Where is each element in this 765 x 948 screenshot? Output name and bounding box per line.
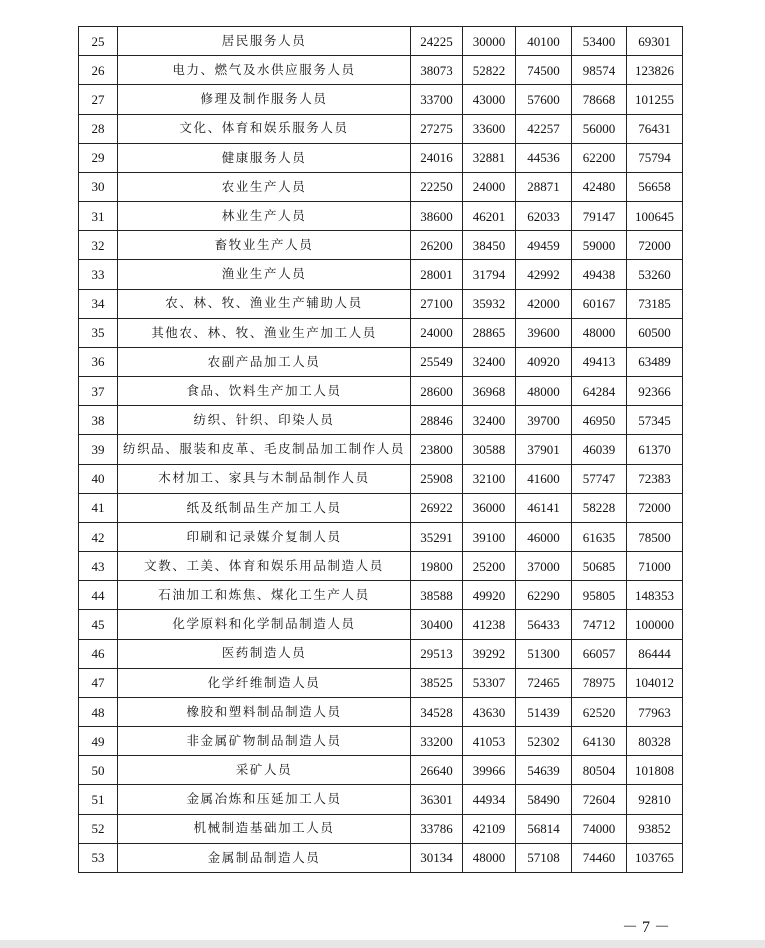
value-cell-1: 36301 [411,785,463,814]
occupation-name: 采矿人员 [118,756,411,785]
value-cell-4: 74712 [572,610,627,639]
row-number: 27 [79,85,118,114]
value-cell-2: 33600 [463,114,516,143]
row-number: 35 [79,318,118,347]
value-cell-3: 52302 [516,727,572,756]
value-cell-2: 25200 [463,552,516,581]
value-cell-2: 39100 [463,522,516,551]
value-cell-1: 30134 [411,843,463,872]
value-cell-3: 46141 [516,493,572,522]
value-cell-3: 51300 [516,639,572,668]
value-cell-2: 32100 [463,464,516,493]
table-row [79,464,683,493]
row-number: 26 [79,56,118,85]
table-row [79,668,683,697]
value-cell-4: 42480 [572,172,627,201]
occupation-name: 农、林、牧、渔业生产辅助人员 [118,289,411,318]
table-row [79,347,683,376]
value-cell-1: 28600 [411,377,463,406]
value-cell-2: 32881 [463,143,516,172]
viewer-bottom-edge [0,940,765,948]
table-row [79,56,683,85]
value-cell-1: 24000 [411,318,463,347]
value-cell-4: 49413 [572,347,627,376]
value-cell-2: 28865 [463,318,516,347]
table-row [79,377,683,406]
occupation-name: 印刷和记录媒介复制人员 [118,522,411,551]
value-cell-5: 53260 [627,260,683,289]
value-cell-4: 98574 [572,56,627,85]
value-cell-2: 43000 [463,85,516,114]
table-row [79,202,683,231]
occupation-name: 金属冶炼和压延加工人员 [118,785,411,814]
page-number: －7－ [622,919,675,936]
value-cell-4: 64130 [572,727,627,756]
table-body [79,27,683,873]
value-cell-3: 56814 [516,814,572,843]
value-cell-2: 41238 [463,610,516,639]
value-cell-1: 26640 [411,756,463,785]
table-row [79,639,683,668]
value-cell-4: 74460 [572,843,627,872]
value-cell-5: 77963 [627,697,683,726]
occupation-name: 居民服务人员 [118,27,411,56]
table-row [79,727,683,756]
table-row [79,85,683,114]
value-cell-1: 24225 [411,27,463,56]
row-number: 36 [79,347,118,376]
value-cell-1: 23800 [411,435,463,464]
row-number: 43 [79,552,118,581]
value-cell-3: 44536 [516,143,572,172]
value-cell-4: 46950 [572,406,627,435]
table-row [79,756,683,785]
value-cell-5: 86444 [627,639,683,668]
row-number: 39 [79,435,118,464]
occupation-name: 食品、饮料生产加工人员 [118,377,411,406]
value-cell-4: 53400 [572,27,627,56]
occupation-name: 农业生产人员 [118,172,411,201]
value-cell-3: 40920 [516,347,572,376]
value-cell-5: 63489 [627,347,683,376]
table-row [79,289,683,318]
value-cell-1: 26200 [411,231,463,260]
value-cell-5: 56658 [627,172,683,201]
occupation-name: 化学纤维制造人员 [118,668,411,697]
value-cell-4: 66057 [572,639,627,668]
table-row [79,493,683,522]
table-row [79,260,683,289]
value-cell-4: 58228 [572,493,627,522]
value-cell-1: 38073 [411,56,463,85]
table-row [79,522,683,551]
row-number: 25 [79,27,118,56]
row-number: 42 [79,522,118,551]
value-cell-3: 37000 [516,552,572,581]
value-cell-5: 72383 [627,464,683,493]
value-cell-4: 48000 [572,318,627,347]
row-number: 50 [79,756,118,785]
value-cell-5: 72000 [627,231,683,260]
value-cell-3: 39600 [516,318,572,347]
value-cell-4: 57747 [572,464,627,493]
value-cell-2: 24000 [463,172,516,201]
value-cell-1: 29513 [411,639,463,668]
value-cell-3: 42257 [516,114,572,143]
value-cell-3: 48000 [516,377,572,406]
occupation-name: 纺织品、服装和皮革、毛皮制品加工制作人员 [118,435,411,464]
value-cell-4: 46039 [572,435,627,464]
occupation-name: 医药制造人员 [118,639,411,668]
value-cell-2: 35932 [463,289,516,318]
value-cell-1: 24016 [411,143,463,172]
value-cell-5: 93852 [627,814,683,843]
value-cell-1: 30400 [411,610,463,639]
occupation-name: 纸及纸制品生产加工人员 [118,493,411,522]
occupation-name: 木材加工、家具与木制品制作人员 [118,464,411,493]
occupation-name: 电力、燃气及水供应服务人员 [118,56,411,85]
value-cell-2: 39966 [463,756,516,785]
value-cell-4: 78975 [572,668,627,697]
wage-table [78,26,683,873]
value-cell-1: 28001 [411,260,463,289]
value-cell-5: 78500 [627,522,683,551]
value-cell-3: 57600 [516,85,572,114]
value-cell-2: 46201 [463,202,516,231]
table-row [79,552,683,581]
occupation-name: 畜牧业生产人员 [118,231,411,260]
row-number: 48 [79,697,118,726]
row-number: 49 [79,727,118,756]
occupation-name: 橡胶和塑料制品制造人员 [118,697,411,726]
value-cell-3: 49459 [516,231,572,260]
row-number: 52 [79,814,118,843]
value-cell-2: 49920 [463,581,516,610]
value-cell-3: 51439 [516,697,572,726]
row-number: 40 [79,464,118,493]
value-cell-5: 101255 [627,85,683,114]
occupation-name: 纺织、针织、印染人员 [118,406,411,435]
value-cell-2: 39292 [463,639,516,668]
value-cell-2: 42109 [463,814,516,843]
row-number: 28 [79,114,118,143]
value-cell-4: 49438 [572,260,627,289]
value-cell-2: 31794 [463,260,516,289]
occupation-name: 农副产品加工人员 [118,347,411,376]
value-cell-2: 48000 [463,843,516,872]
value-cell-3: 28871 [516,172,572,201]
table-row [79,581,683,610]
value-cell-2: 36968 [463,377,516,406]
value-cell-3: 56433 [516,610,572,639]
value-cell-1: 34528 [411,697,463,726]
value-cell-5: 72000 [627,493,683,522]
value-cell-2: 43630 [463,697,516,726]
value-cell-3: 37901 [516,435,572,464]
value-cell-4: 78668 [572,85,627,114]
value-cell-4: 95805 [572,581,627,610]
value-cell-3: 62033 [516,202,572,231]
value-cell-1: 33700 [411,85,463,114]
occupation-name: 其他农、林、牧、渔业生产加工人员 [118,318,411,347]
value-cell-4: 64284 [572,377,627,406]
value-cell-1: 25908 [411,464,463,493]
value-cell-2: 32400 [463,347,516,376]
value-cell-2: 38450 [463,231,516,260]
value-cell-4: 60167 [572,289,627,318]
occupation-name: 非金属矿物制品制造人员 [118,727,411,756]
occupation-name: 文教、工美、体育和娱乐用品制造人员 [118,552,411,581]
value-cell-5: 71000 [627,552,683,581]
row-number: 31 [79,202,118,231]
table-row [79,843,683,872]
value-cell-5: 92810 [627,785,683,814]
value-cell-4: 62200 [572,143,627,172]
value-cell-5: 100645 [627,202,683,231]
occupation-name: 文化、体育和娱乐服务人员 [118,114,411,143]
table-row [79,785,683,814]
value-cell-4: 59000 [572,231,627,260]
value-cell-4: 50685 [572,552,627,581]
value-cell-2: 36000 [463,493,516,522]
occupation-name: 机械制造基础加工人员 [118,814,411,843]
value-cell-1: 38600 [411,202,463,231]
value-cell-3: 41600 [516,464,572,493]
occupation-name: 石油加工和炼焦、煤化工生产人员 [118,581,411,610]
value-cell-2: 30588 [463,435,516,464]
row-number: 46 [79,639,118,668]
table-row [79,143,683,172]
table-row [79,406,683,435]
table-row [79,231,683,260]
value-cell-1: 38588 [411,581,463,610]
table-row [79,814,683,843]
value-cell-1: 33200 [411,727,463,756]
value-cell-5: 92366 [627,377,683,406]
occupation-name: 金属制品制造人员 [118,843,411,872]
value-cell-1: 28846 [411,406,463,435]
value-cell-5: 73185 [627,289,683,318]
value-cell-4: 72604 [572,785,627,814]
row-number: 37 [79,377,118,406]
value-cell-4: 79147 [572,202,627,231]
row-number: 33 [79,260,118,289]
value-cell-2: 52822 [463,56,516,85]
value-cell-5: 103765 [627,843,683,872]
value-cell-3: 42992 [516,260,572,289]
table-row [79,27,683,56]
value-cell-3: 46000 [516,522,572,551]
occupation-name: 林业生产人员 [118,202,411,231]
value-cell-3: 58490 [516,785,572,814]
row-number: 44 [79,581,118,610]
value-cell-4: 80504 [572,756,627,785]
value-cell-1: 25549 [411,347,463,376]
table-row [79,172,683,201]
value-cell-5: 104012 [627,668,683,697]
value-cell-5: 57345 [627,406,683,435]
value-cell-2: 41053 [463,727,516,756]
value-cell-3: 40100 [516,27,572,56]
table-row [79,435,683,464]
value-cell-4: 56000 [572,114,627,143]
row-number: 38 [79,406,118,435]
value-cell-4: 74000 [572,814,627,843]
value-cell-1: 22250 [411,172,463,201]
value-cell-2: 44934 [463,785,516,814]
row-number: 30 [79,172,118,201]
value-cell-5: 69301 [627,27,683,56]
value-cell-1: 26922 [411,493,463,522]
table-row [79,610,683,639]
value-cell-1: 38525 [411,668,463,697]
table-row [79,318,683,347]
value-cell-3: 74500 [516,56,572,85]
row-number: 32 [79,231,118,260]
row-number: 41 [79,493,118,522]
value-cell-2: 30000 [463,27,516,56]
value-cell-5: 148353 [627,581,683,610]
table-row [79,697,683,726]
value-cell-5: 76431 [627,114,683,143]
value-cell-2: 53307 [463,668,516,697]
row-number: 51 [79,785,118,814]
value-cell-5: 75794 [627,143,683,172]
value-cell-3: 39700 [516,406,572,435]
value-cell-1: 27100 [411,289,463,318]
value-cell-3: 54639 [516,756,572,785]
value-cell-3: 62290 [516,581,572,610]
row-number: 29 [79,143,118,172]
row-number: 34 [79,289,118,318]
value-cell-5: 80328 [627,727,683,756]
row-number: 53 [79,843,118,872]
value-cell-1: 27275 [411,114,463,143]
value-cell-3: 42000 [516,289,572,318]
value-cell-3: 57108 [516,843,572,872]
occupation-name: 化学原料和化学制品制造人员 [118,610,411,639]
value-cell-5: 101808 [627,756,683,785]
value-cell-5: 123826 [627,56,683,85]
value-cell-1: 33786 [411,814,463,843]
value-cell-4: 61635 [572,522,627,551]
value-cell-1: 35291 [411,522,463,551]
value-cell-2: 32400 [463,406,516,435]
occupation-name: 健康服务人员 [118,143,411,172]
value-cell-5: 60500 [627,318,683,347]
value-cell-5: 61370 [627,435,683,464]
value-cell-3: 72465 [516,668,572,697]
occupation-name: 渔业生产人员 [118,260,411,289]
table-row [79,114,683,143]
row-number: 45 [79,610,118,639]
row-number: 47 [79,668,118,697]
value-cell-5: 100000 [627,610,683,639]
occupation-name: 修理及制作服务人员 [118,85,411,114]
value-cell-4: 62520 [572,697,627,726]
value-cell-1: 19800 [411,552,463,581]
